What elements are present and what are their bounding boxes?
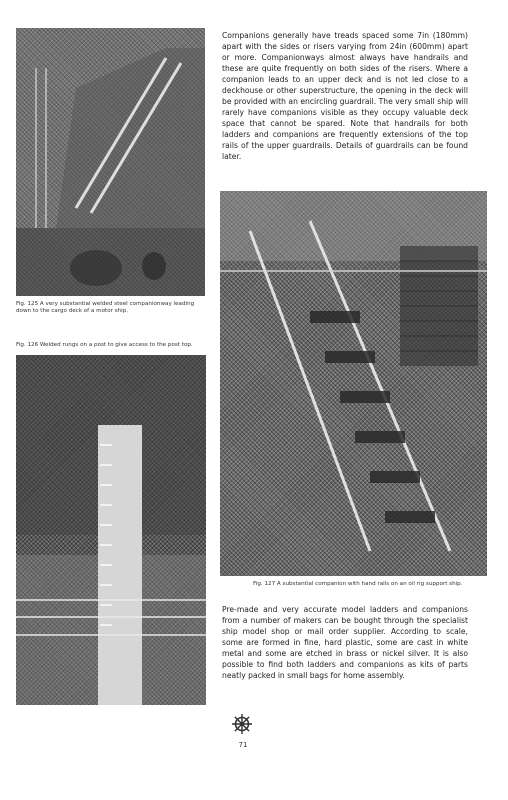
ship-wheel-icon: [231, 713, 253, 735]
fig-127-photo: [220, 191, 487, 576]
paragraph-companions: Companions generally have treads spaced some 7in (180mm) apart with the sides or risers varying from 24in (600mm) apart or more. Companionways almost always have handrails and these are quite frequently on both sides of the risers. Where a companion leads to an upper deck and is not led close to a deckhouse or other superstructure, the opening in the deck will be provided with an encircling guardrail. The very small ship will rarely have companions visible as they occupy valuable deck space that cannot be spared. Note that handrails for both ladders and companions are frequently extensions of the top rails of the upper guardrails. Details of guardrails can be found later.: [222, 31, 468, 161]
fig-125-caption: Fig. 125 A very substantial welded steel companionway leading down to the cargo deck of a motor ship.: [16, 301, 195, 315]
companion-handrails-illustration: [220, 191, 487, 576]
companionway-illustration: [16, 28, 205, 296]
fig-125-photo: [16, 28, 205, 296]
paragraph-model-ladders: Pre-made and very accurate model ladders and companions from a number of makers can be bought through the specialist ship model shop or mail order supplier. According to scale, some are formed in fine, hard plastic, some are cast in white metal and some are etched in brass or nickel silver. It is also possible to find both ladders and companions as kits of parts neatly packed in small bags for home assembly.: [222, 605, 468, 680]
fig-127-caption: Fig. 127 A substantial companion with hand rails on an oil rig support ship.: [253, 581, 463, 587]
fig-126-photo: [16, 355, 206, 705]
fig-126-caption: Fig. 126 Welded rungs on a post to give access to the post top.: [16, 342, 193, 348]
page-number: 71: [238, 741, 248, 749]
post-rungs-illustration: [16, 355, 206, 705]
